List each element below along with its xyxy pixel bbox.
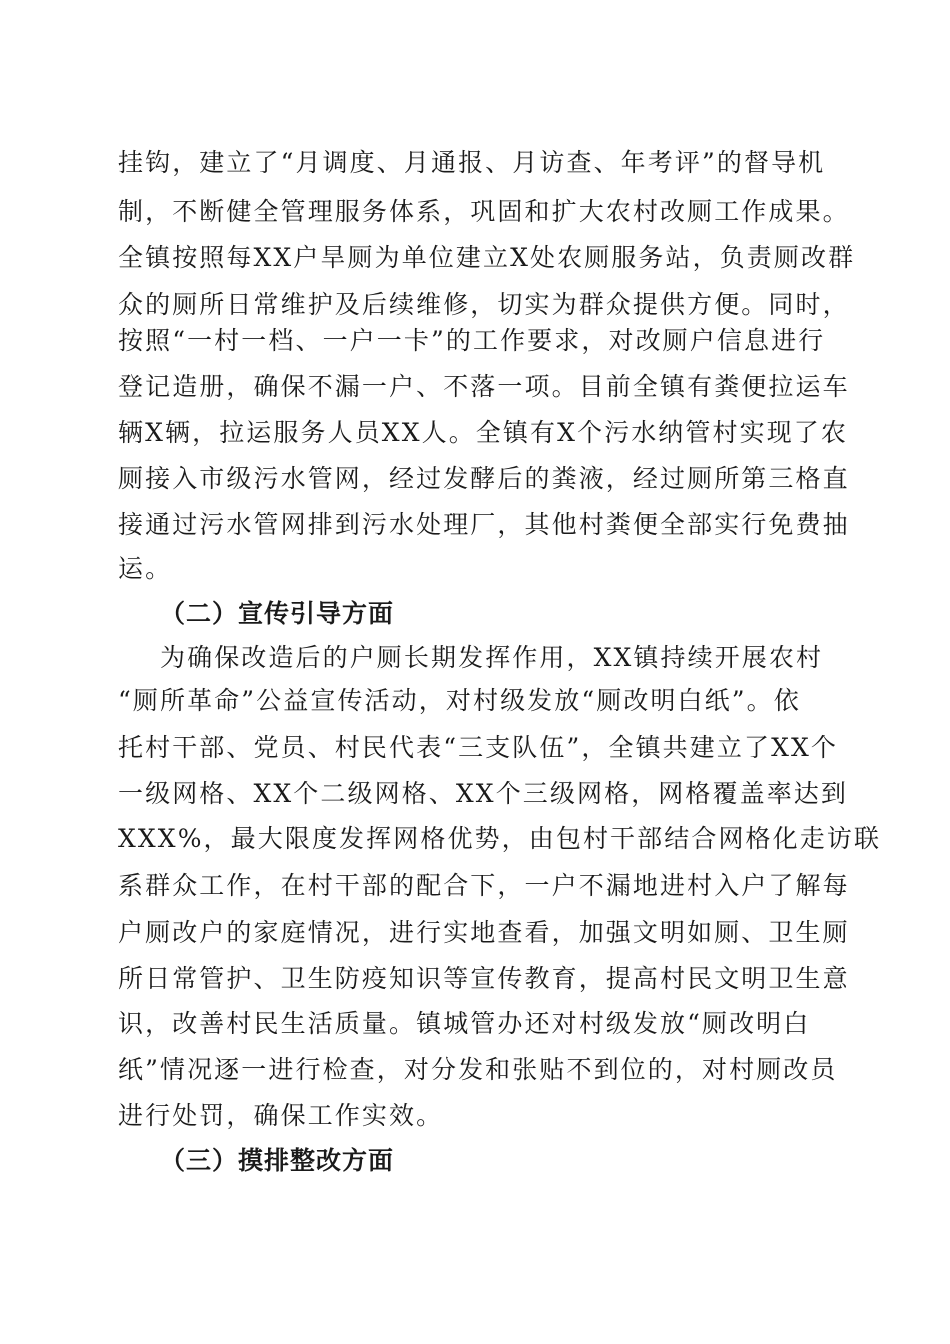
body-text-line: 托村干部、党员、村民代表“三支队伍”，全镇共建立了XX个 [118, 733, 838, 762]
body-text-line: 全镇按照每XX户旱厕为单位建立X处农厕服务站，负责厕改群 [118, 243, 856, 272]
body-text-line: XXX%，最大限度发挥网格优势，由包村干部结合网格化走访联 [118, 824, 882, 853]
body-text-line: 众的厕所日常维护及后续维修，切实为群众提供方便。同时， [118, 290, 850, 319]
body-text-line: 制，不断健全管理服务体系，巩固和扩大农村改厕工作成果。 [118, 197, 850, 226]
body-text-line: 纸”情况逐一进行检查，对分发和张贴不到位的，对村厕改员 [118, 1055, 838, 1084]
body-text-line: 一级网格、XX个二级网格、XX个三级网格，网格覆盖率达到 [118, 779, 848, 808]
body-text-line: 所日常管护、卫生防疫知识等宣传教育，提高村民文明卫生意 [118, 964, 850, 993]
body-text-line: “厕所革命”公益宣传活动，对村级发放“厕改明白纸”。依 [118, 686, 801, 715]
body-text-line: 识，改善村民生活质量。镇城管办还对村级发放“厕改明白 [118, 1009, 811, 1038]
body-text-line: 辆X辆，拉运服务人员XX人。全镇有X个污水纳管村实现了农 [118, 418, 848, 447]
body-text-line: 接通过污水管网排到污水处理厂，其他村粪便全部实行免费抽 [118, 510, 850, 539]
body-text-line: 进行处罚，确保工作实效。 [118, 1101, 444, 1130]
body-text-line: 挂钩，建立了“月调度、月通报、月访查、年考评”的督导机 [118, 148, 826, 177]
body-text-line: 按照“一村一档、一户一卡”的工作要求，对改厕户信息进行 [118, 326, 826, 355]
body-text-line: 厕接入市级污水管网，经过发酵后的粪液，经过厕所第三格直 [118, 464, 850, 493]
body-text-line: 户厕改户的家庭情况，进行实地查看，加强文明如厕、卫生厕 [118, 918, 850, 947]
body-text-line: 登记造册，确保不漏一户、不落一项。目前全镇有粪便拉运车 [118, 372, 850, 401]
paragraph-first-line: 为确保改造后的户厕长期发挥作用，XX镇持续开展农村 [160, 643, 824, 672]
body-text-line: 系群众工作，在村干部的配合下，一户不漏地进村入户了解每 [118, 871, 850, 900]
body-text-line: 运。 [118, 554, 173, 583]
section-heading: （二）宣传引导方面 [160, 599, 395, 628]
section-heading: （三）摸排整改方面 [160, 1146, 395, 1175]
